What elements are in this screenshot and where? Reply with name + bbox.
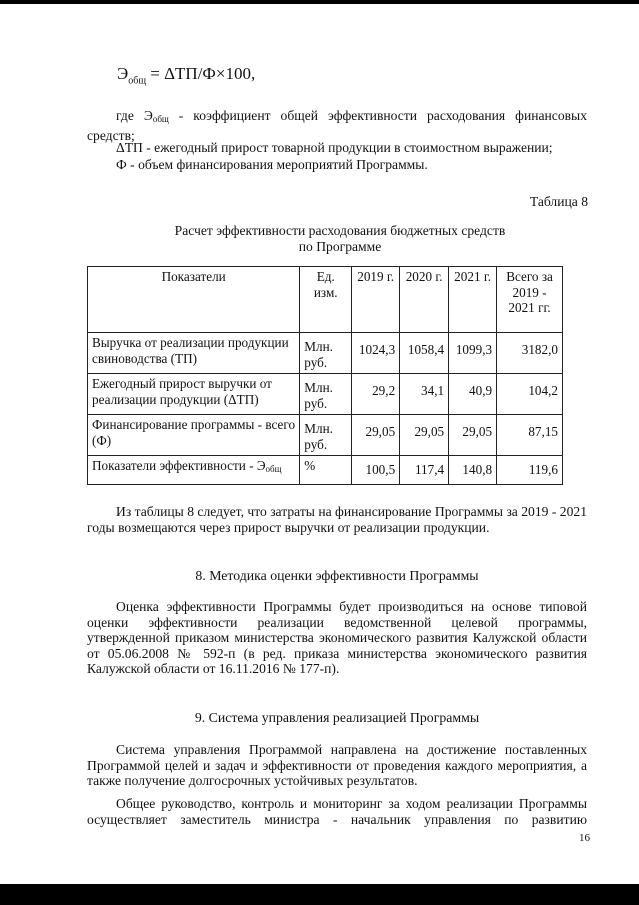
- cell-2021: 1099,3: [449, 333, 497, 374]
- cell-2021: 140,8: [449, 456, 497, 485]
- definition-delta-tp: ΔТП - ежегодный прирост товарной продукции в стоимостном выражении;: [116, 140, 553, 155]
- cell-2019: 29,05: [352, 415, 400, 456]
- scan-top-edge: [0, 0, 639, 4]
- table-label: Таблица 8: [529, 194, 588, 209]
- cell-2020: 1058,4: [400, 333, 449, 374]
- formula-lhs-subscript: общ: [128, 75, 147, 87]
- cell-2021: 40,9: [449, 374, 497, 415]
- cell-2019: 29,2: [352, 374, 400, 415]
- cell-unit: %: [300, 456, 352, 485]
- definition-efficiency-subscript: общ: [152, 114, 169, 124]
- formula-rhs: = ΔТП/Ф×100,: [150, 64, 256, 83]
- cell-unit: Млн. руб.: [300, 333, 352, 374]
- table-title: [140, 223, 540, 255]
- scan-bottom-edge: [0, 884, 639, 905]
- table-row: [88, 333, 563, 374]
- table-row: [88, 415, 563, 456]
- definition-efficiency-lead: где Э: [116, 108, 153, 123]
- table-title-line2: по Программе: [298, 239, 382, 254]
- header-2019: 2019 г.: [352, 267, 400, 333]
- cell-indicator: Ежегодный прирост выручки от реализации продукции (ΔТП): [88, 374, 300, 415]
- cell-total: 119,6: [497, 456, 563, 485]
- header-unit: Ед. изм.: [300, 267, 352, 333]
- definition-financing: Ф - объем финансирования мероприятий Программы.: [116, 157, 428, 172]
- header-total: Всего за 2019 - 2021 гг.: [497, 267, 563, 333]
- section-9-title: 9. Система управления реализацией Программы: [194, 710, 480, 725]
- definition-efficiency-rest: - коэффициент общей эффективности расходования финансовых средств;: [87, 108, 587, 143]
- cell-2019: 1024,3: [352, 333, 400, 374]
- cell-total: 87,15: [497, 415, 563, 456]
- cell-indicator-text: Показатели эффективности - Э: [92, 458, 266, 473]
- header-2020: 2020 г.: [400, 267, 449, 333]
- table-row: [88, 374, 563, 415]
- cell-2019: 100,5: [352, 456, 400, 485]
- header-2021: 2021 г.: [449, 267, 497, 333]
- header-indicator: Показатели: [88, 267, 300, 333]
- cell-2020: 34,1: [400, 374, 449, 415]
- definition-efficiency: [87, 108, 587, 143]
- section-9-paragraph-2: Общее руководство, контроль и мониторинг за ходом реализации Программы осуществляет заместитель министра - начальник управления по развитию: [87, 796, 587, 827]
- formula-lhs: Э: [117, 64, 129, 83]
- efficiency-table: [87, 266, 563, 485]
- cell-indicator-subscript: общ: [265, 464, 282, 474]
- cell-2020: 29,05: [400, 415, 449, 456]
- cell-total: 104,2: [497, 374, 563, 415]
- cell-indicator: Выручка от реализации продукции свиноводства (ТП): [88, 333, 300, 374]
- page-number: 16: [579, 832, 590, 844]
- table-row: [88, 456, 563, 485]
- cell-indicator: Финансирование программы - всего (Ф): [88, 415, 300, 456]
- cell-2020: 117,4: [400, 456, 449, 485]
- cell-indicator: [88, 456, 300, 485]
- section-9-paragraph-1: Система управления Программой направлена на достижение поставленных Программой целей и задач и эффективности от проведения каждого мероприятия, а также получение долгосрочных устойчивых результатов.: [87, 742, 587, 788]
- table-title-line1: Расчет эффективности расходования бюджетных средств: [174, 223, 506, 238]
- cell-total: 3182,0: [497, 333, 563, 374]
- section-8-title: 8. Методика оценки эффективности Программы: [195, 568, 479, 583]
- cell-unit: Млн. руб.: [300, 415, 352, 456]
- cell-unit: Млн. руб.: [300, 374, 352, 415]
- table-conclusion: Из таблицы 8 следует, что затраты на финансирование Программы за 2019 - 2021 годы возмещаются через прирост выручки от реализации продукции.: [87, 504, 587, 535]
- cell-2021: 29,05: [449, 415, 497, 456]
- table-header-row: [88, 267, 563, 333]
- section-8-text: Оценка эффективности Программы будет производиться на основе типовой оценки эффективности реализации ведомственной целевой программы, утвержденной приказом министерства экономического развития Калужской области от 05.06.2008 № 592-п (в ред. приказа министерства экономического развития Калужской области от 16.11.2016 № 177-п).: [87, 599, 587, 676]
- efficiency-formula: [117, 64, 255, 86]
